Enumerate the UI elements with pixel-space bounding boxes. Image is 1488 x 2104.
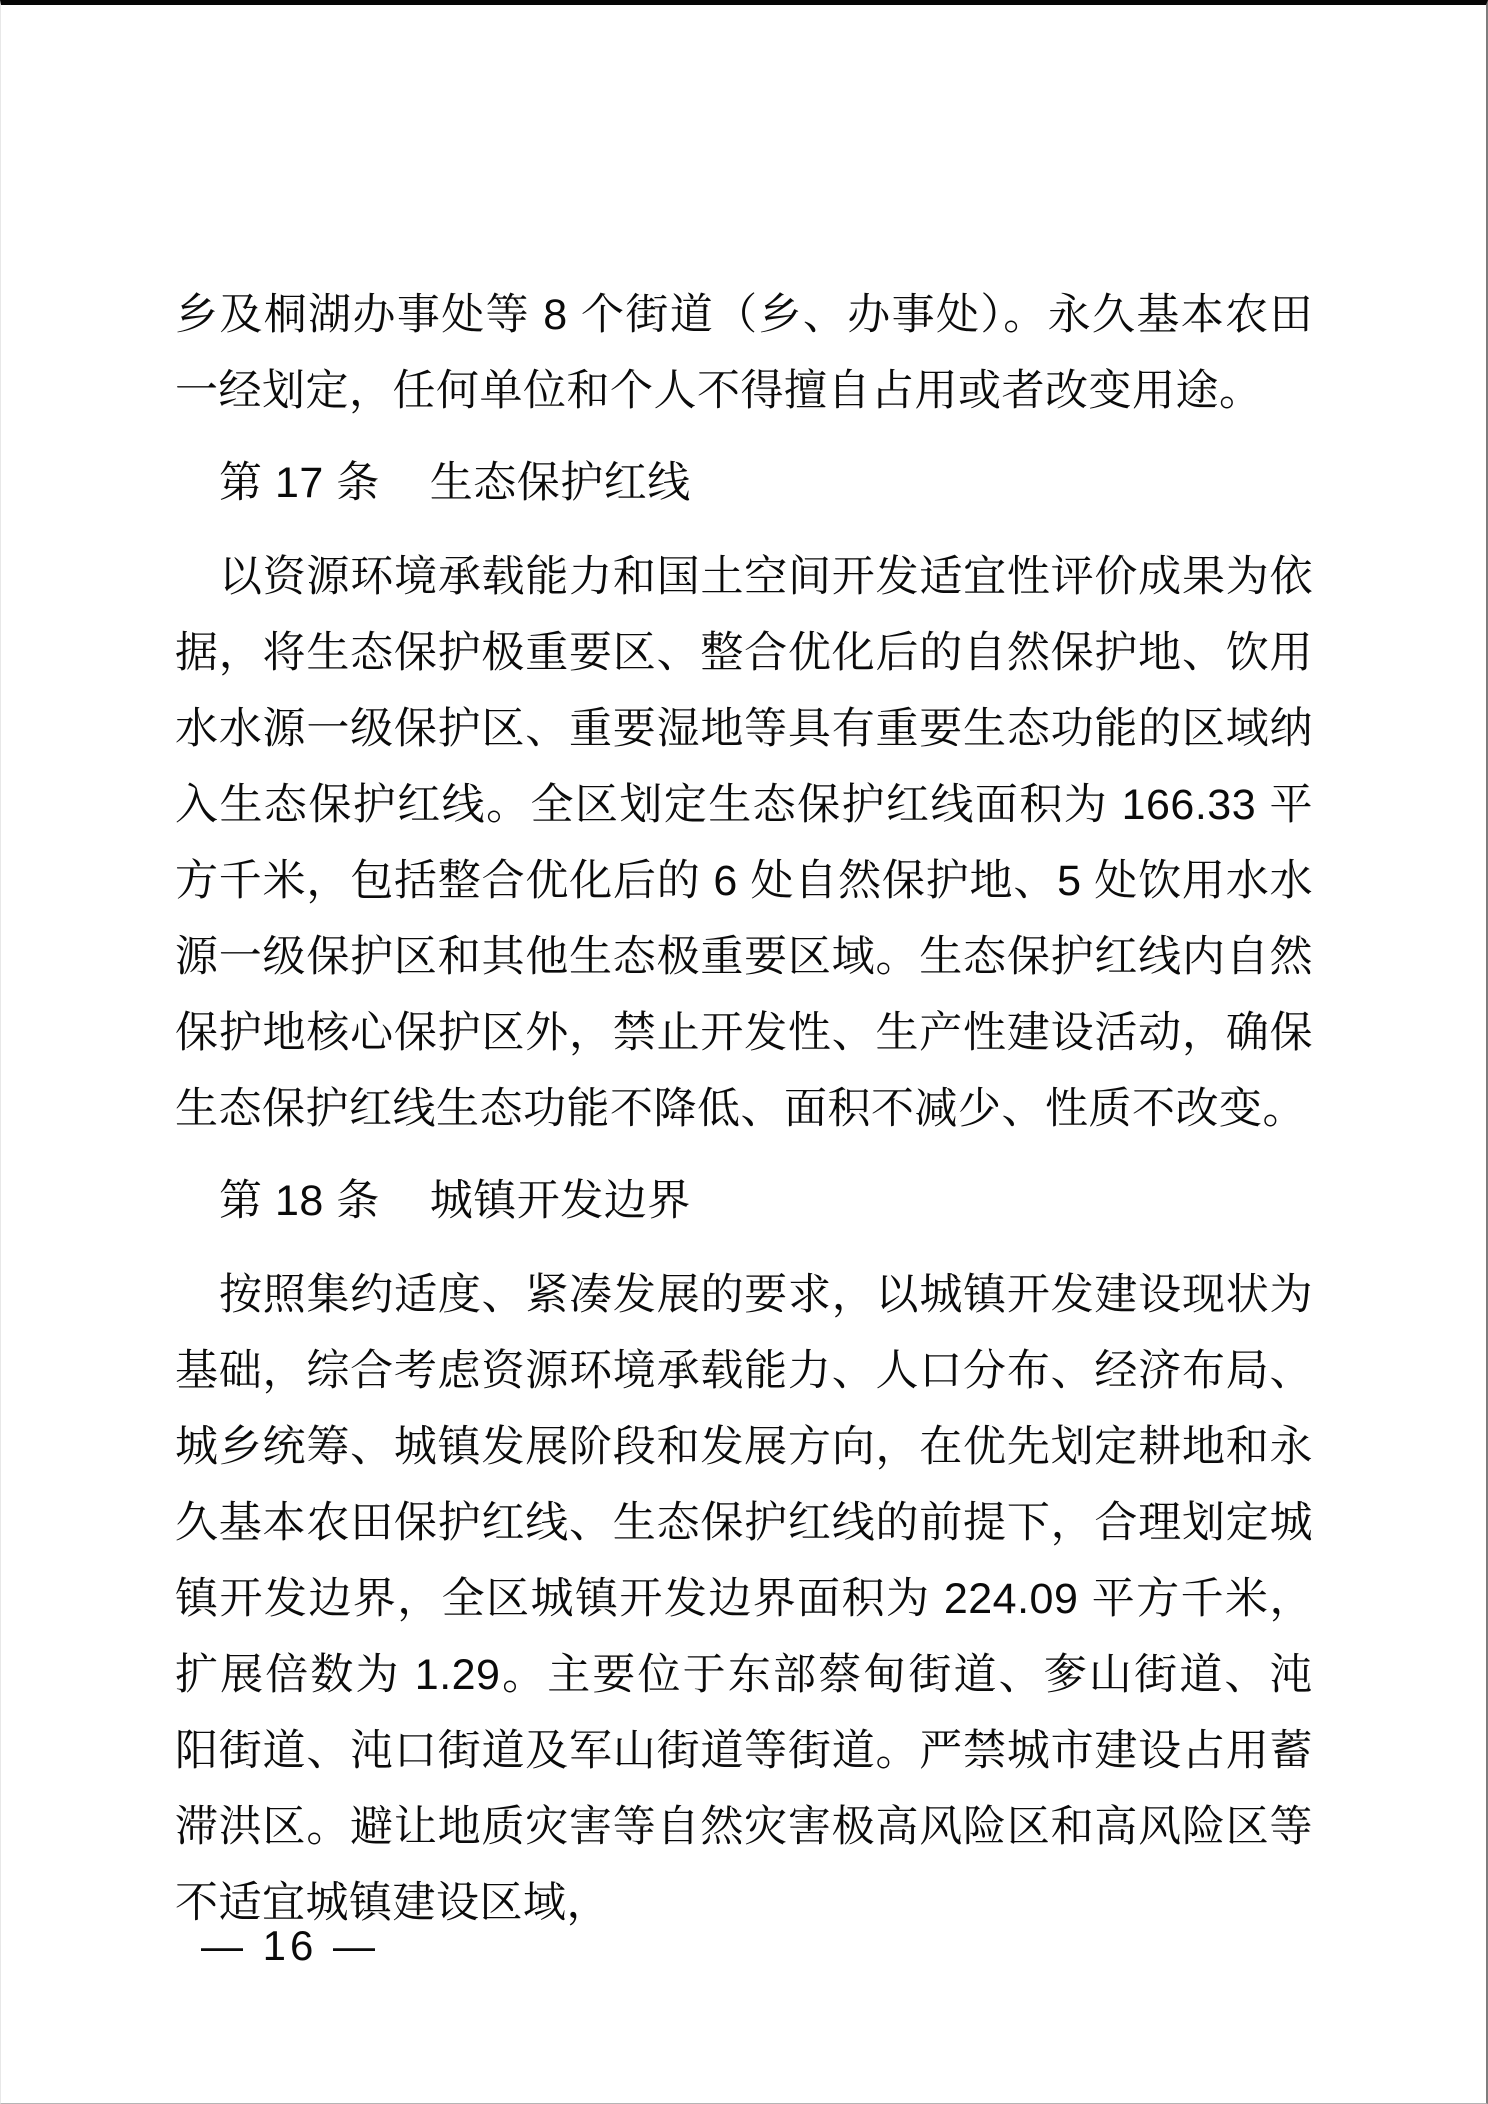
article-17-paragraph: 以资源环境承载能力和国土空间开发适宜性评价成果为依据，将生态保护极重要区、整合优化后的自然保护地、饮用水水源一级保护区、重要湿地等具有重要生态功能的区域纳入生态保护红线。全区划定生态保护红线面积为 166.33 平方千米，包括整合优化后的 6 处自然保护地、5 处饮用水水源一级保护区和其他生态极重要区域。生态保护红线内自然保护地核心保护区外，禁止开发性、生产性建设活动，确保生态保护红线生态功能不降低、面积不减少、性质不改变。 (175, 553, 1313, 1133)
article-18-heading (175, 1163, 1313, 1239)
article-18-title: 城镇开发边界 (429, 1177, 691, 1225)
page-content (175, 277, 1313, 1941)
article-18-number: 第 18 条 (219, 1177, 380, 1225)
article-17-number: 第 17 条 (219, 459, 380, 507)
paragraph-continuation: 乡及桐湖办事处等 8 个街道（乡、办事处）。永久基本农田一经划定，任何单位和个人不得擅自占用或者改变用途。 (175, 291, 1313, 415)
page-number: — 16 — (201, 1922, 380, 1969)
article-17-heading (175, 445, 1313, 521)
article-17-title: 生态保护红线 (429, 459, 691, 507)
article-18-paragraph: 按照集约适度、紧凑发展的要求，以城镇开发建设现状为基础，综合考虑资源环境承载能力、人口分布、经济布局、城乡统筹、城镇发展阶段和发展方向，在优先划定耕地和永久基本农田保护红线、生态保护红线的前提下，合理划定城镇开发边界，全区城镇开发边界面积为 224.09 平方千米，扩展倍数为 1.29。主要位于东部蔡甸街道、奓山街道、沌阳街道、沌口街道及军山街道等街道。严禁城市建设占用蓄滞洪区。避让地质灾害等自然灾害极高风险区和高风险区等不适宜城镇建设区域， (175, 1271, 1313, 1927)
